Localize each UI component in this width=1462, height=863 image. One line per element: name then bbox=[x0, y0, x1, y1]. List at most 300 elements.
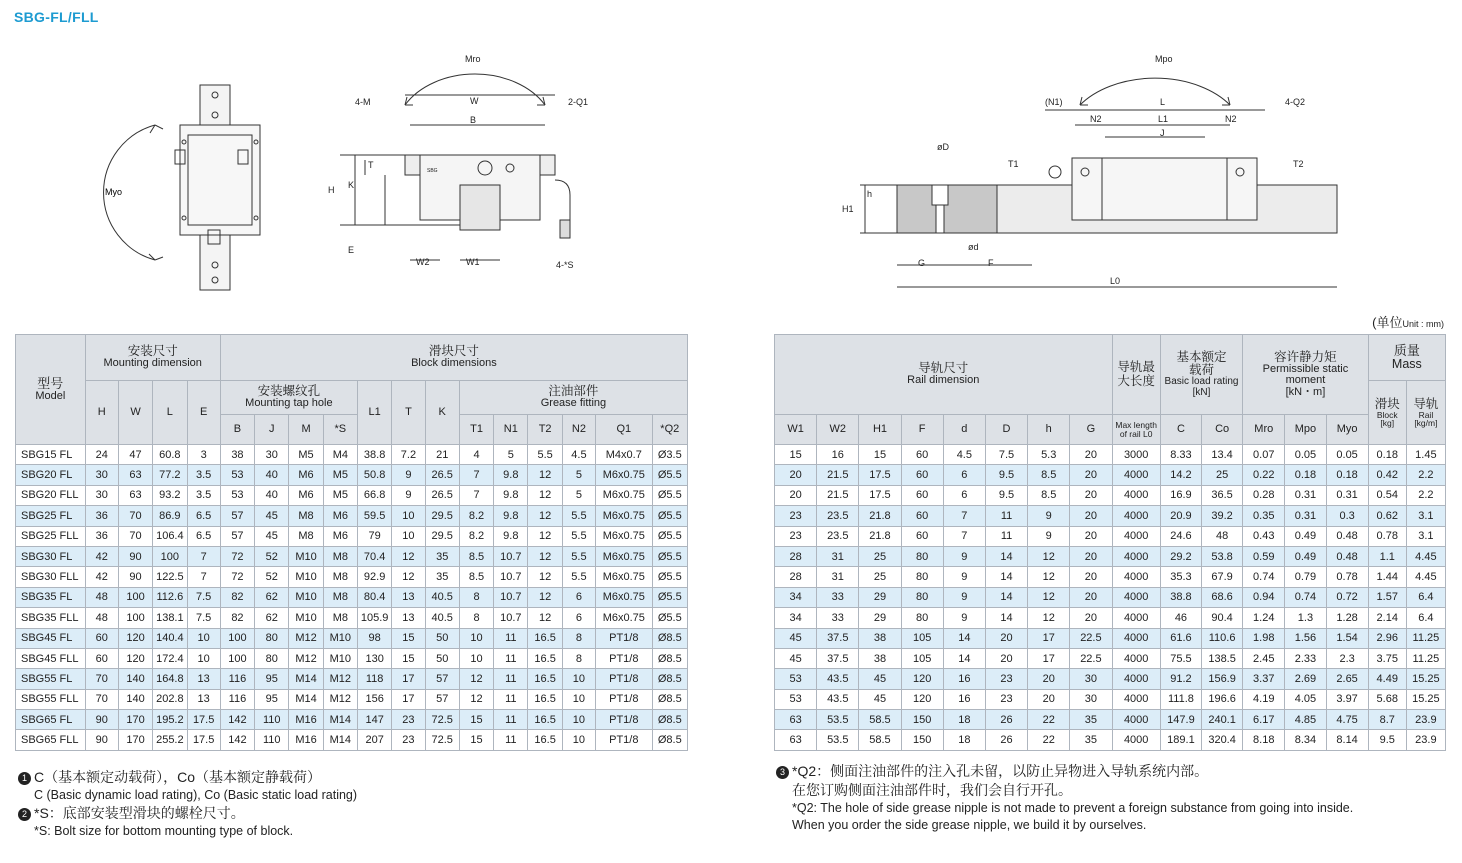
table-cell: 80.4 bbox=[357, 587, 391, 607]
table-cell: 47 bbox=[118, 445, 152, 465]
table-cell: 17.5 bbox=[859, 485, 901, 505]
table-cell: 1.57 bbox=[1368, 587, 1406, 607]
table-cell: 0.78 bbox=[1326, 567, 1368, 587]
table-cell: 9.8 bbox=[494, 506, 528, 526]
table-cell: 9.8 bbox=[494, 465, 528, 485]
table-cell: 15 bbox=[392, 648, 425, 668]
note-3-en: *Q2: The hole of side grease nipple is not made to prevent a foreign substance from going into inside. bbox=[792, 800, 1354, 815]
table-cell: 4000 bbox=[1112, 506, 1160, 526]
table-cell: 53 bbox=[220, 465, 254, 485]
table-cell: 4.45 bbox=[1406, 567, 1445, 587]
table-cell: 15 bbox=[459, 730, 493, 750]
table-cell: 72.5 bbox=[425, 710, 459, 730]
table-cell: 0.79 bbox=[1285, 567, 1326, 587]
table-cell: Ø5.5 bbox=[652, 485, 687, 505]
load-header-en: Basic load rating bbox=[1164, 376, 1239, 388]
table-cell: 15 bbox=[775, 445, 817, 465]
table-cell: 5.68 bbox=[1368, 689, 1406, 709]
table-cell: 2.45 bbox=[1243, 648, 1285, 668]
table-cell: 7 bbox=[459, 485, 493, 505]
table-cell: 37.5 bbox=[817, 648, 859, 668]
col-mro: Mro bbox=[1243, 415, 1285, 445]
maxlen-en-text: Max length of rail L0 bbox=[1115, 419, 1157, 439]
table-cell: 16 bbox=[943, 689, 985, 709]
col-t: T bbox=[392, 381, 425, 445]
table-cell: 91.2 bbox=[1160, 669, 1201, 689]
table-cell: 4000 bbox=[1112, 567, 1160, 587]
table-cell: 1.24 bbox=[1243, 608, 1285, 628]
table-cell: 45 bbox=[775, 628, 817, 648]
table-cell: PT1/8 bbox=[596, 648, 653, 668]
table-cell: 60 bbox=[85, 628, 118, 648]
table-row bbox=[775, 567, 1446, 587]
table-cell: 23 bbox=[985, 689, 1027, 709]
w2-label: W2 bbox=[416, 257, 430, 267]
table-row bbox=[16, 506, 688, 526]
table-cell: 46 bbox=[1160, 608, 1201, 628]
table-cell: 11 bbox=[494, 689, 528, 709]
table-cell: 75.5 bbox=[1160, 648, 1201, 668]
table-cell: 6 bbox=[562, 608, 595, 628]
od-label: øD bbox=[937, 142, 949, 152]
table-cell: 59.5 bbox=[357, 506, 391, 526]
table-cell: 80 bbox=[255, 628, 289, 648]
table-cell: SBG65 FLL bbox=[16, 730, 86, 750]
table-cell: 70 bbox=[85, 669, 118, 689]
load-header-unit: [kN] bbox=[1192, 386, 1211, 398]
table-cell: 35.3 bbox=[1160, 567, 1201, 587]
table-row bbox=[775, 628, 1446, 648]
table-cell: 20 bbox=[1070, 465, 1112, 485]
table-cell: 1.98 bbox=[1243, 628, 1285, 648]
table-cell: 80 bbox=[901, 546, 943, 566]
table-cell: 11 bbox=[494, 710, 528, 730]
table-cell: 9 bbox=[1028, 506, 1070, 526]
mounting-header bbox=[85, 335, 220, 381]
table-cell: 48 bbox=[85, 587, 118, 607]
table-cell: Ø8.5 bbox=[652, 669, 687, 689]
table-cell: 207 bbox=[357, 730, 391, 750]
table-cell: 3 bbox=[187, 445, 220, 465]
table-cell: 10.7 bbox=[494, 587, 528, 607]
table-cell: 106.4 bbox=[153, 526, 187, 546]
table-cell: Ø5.5 bbox=[652, 546, 687, 566]
table-cell: 30 bbox=[255, 445, 289, 465]
table-cell: 0.07 bbox=[1243, 445, 1285, 465]
col-n2: N2 bbox=[562, 415, 595, 445]
table-cell: 14 bbox=[985, 587, 1027, 607]
table-cell: 53 bbox=[220, 485, 254, 505]
table-cell: 1.3 bbox=[1285, 608, 1326, 628]
block-mass-header bbox=[1368, 381, 1406, 445]
table-cell: 8.2 bbox=[459, 526, 493, 546]
table-cell: 0.94 bbox=[1243, 587, 1285, 607]
table-cell: 142 bbox=[220, 710, 254, 730]
table-cell: 12 bbox=[459, 669, 493, 689]
table-cell: 21 bbox=[425, 445, 459, 465]
table-cell: SBG20 FLL bbox=[16, 485, 86, 505]
load-header-cn: 基本额定载荷 bbox=[1176, 349, 1227, 377]
table-cell: 29 bbox=[859, 608, 901, 628]
table-cell: 16.5 bbox=[528, 648, 562, 668]
table-cell: 12 bbox=[528, 506, 562, 526]
table-cell: 45 bbox=[775, 648, 817, 668]
table-cell: 10 bbox=[562, 730, 595, 750]
table-cell: 26 bbox=[985, 730, 1027, 750]
table-cell: 29.2 bbox=[1160, 546, 1201, 566]
table-cell: 2.14 bbox=[1368, 608, 1406, 628]
table-cell: 17.5 bbox=[187, 730, 220, 750]
table-row bbox=[16, 669, 688, 689]
table-cell: 3000 bbox=[1112, 445, 1160, 465]
table-cell: 40.5 bbox=[425, 587, 459, 607]
table-cell: 77.2 bbox=[153, 465, 187, 485]
table-cell: 140.4 bbox=[153, 628, 187, 648]
table-cell: 10.7 bbox=[494, 608, 528, 628]
table-cell: M10 bbox=[289, 567, 323, 587]
table-cell: 170 bbox=[118, 710, 152, 730]
table-cell: 15 bbox=[859, 445, 901, 465]
table-cell: 23 bbox=[392, 710, 425, 730]
table-cell: 43.5 bbox=[817, 689, 859, 709]
table-cell: PT1/8 bbox=[596, 730, 653, 750]
table-cell: 7 bbox=[459, 465, 493, 485]
w1-label: W1 bbox=[466, 257, 480, 267]
col-k: K bbox=[425, 381, 459, 445]
table-cell: 116 bbox=[220, 689, 254, 709]
table-cell: 3.1 bbox=[1406, 526, 1445, 546]
table-cell: 156 bbox=[357, 689, 391, 709]
table-cell: 170 bbox=[118, 730, 152, 750]
table-cell: 1.54 bbox=[1326, 628, 1368, 648]
table-cell: 12 bbox=[528, 526, 562, 546]
table-cell: 82 bbox=[220, 608, 254, 628]
table-cell: 7 bbox=[187, 546, 220, 566]
table-cell: 90.4 bbox=[1202, 608, 1243, 628]
table-cell: Ø8.5 bbox=[652, 689, 687, 709]
table-cell: 11 bbox=[985, 506, 1027, 526]
note-2-cn: *S：底部安装型滑块的螺栓尺寸。 bbox=[34, 804, 245, 821]
col-myo: Myo bbox=[1326, 415, 1368, 445]
table-cell: 8.5 bbox=[459, 546, 493, 566]
table-cell: 140 bbox=[118, 689, 152, 709]
table-cell: SBG30 FL bbox=[16, 546, 86, 566]
table-cell: 13 bbox=[392, 608, 425, 628]
four-q2-label: 4-Q2 bbox=[1285, 97, 1306, 107]
table-cell: 38 bbox=[859, 628, 901, 648]
table-cell: 9 bbox=[392, 465, 425, 485]
table-cell: 5 bbox=[562, 485, 595, 505]
table-cell: 72 bbox=[220, 546, 254, 566]
table-cell: 57 bbox=[220, 526, 254, 546]
table-cell: 11 bbox=[985, 526, 1027, 546]
table-cell: 138.1 bbox=[153, 608, 187, 628]
table-cell: 12 bbox=[528, 587, 562, 607]
table-cell: 110 bbox=[255, 710, 289, 730]
table-cell: 20 bbox=[985, 648, 1027, 668]
table-cell: 16.5 bbox=[528, 730, 562, 750]
table-cell: 2.96 bbox=[1368, 628, 1406, 648]
block-header bbox=[220, 335, 687, 381]
moment-header bbox=[1243, 335, 1369, 415]
table-cell: 34 bbox=[775, 587, 817, 607]
table-cell: 8.33 bbox=[1160, 445, 1201, 465]
table-cell: 63 bbox=[775, 710, 817, 730]
table-cell: 4000 bbox=[1112, 669, 1160, 689]
table-cell: Ø5.5 bbox=[652, 567, 687, 587]
table-cell: 53 bbox=[775, 669, 817, 689]
table-cell: 14 bbox=[985, 546, 1027, 566]
j-label: J bbox=[1160, 128, 1165, 138]
table-cell: 100 bbox=[118, 587, 152, 607]
table-cell: M14 bbox=[289, 669, 323, 689]
b-label: B bbox=[470, 115, 477, 125]
table-cell: 70 bbox=[118, 526, 152, 546]
col-f: F bbox=[901, 415, 943, 445]
rail-mass-unit: [kg/m] bbox=[1414, 418, 1438, 429]
table-cell: 9.8 bbox=[494, 485, 528, 505]
table-cell: 0.31 bbox=[1285, 506, 1326, 526]
table-cell: 130 bbox=[357, 648, 391, 668]
table-cell: 147 bbox=[357, 710, 391, 730]
h-small-label: h bbox=[867, 189, 873, 199]
table-cell: 36.5 bbox=[1202, 485, 1243, 505]
table-cell: 16.5 bbox=[528, 669, 562, 689]
table-cell: 10 bbox=[187, 628, 220, 648]
col-q1: Q1 bbox=[596, 415, 653, 445]
table-cell: 90 bbox=[85, 710, 118, 730]
table-row bbox=[775, 506, 1446, 526]
table-cell: 6.4 bbox=[1406, 608, 1445, 628]
table-cell: 3.1 bbox=[1406, 506, 1445, 526]
table-cell: 53.8 bbox=[1202, 546, 1243, 566]
table-cell: 1.28 bbox=[1326, 608, 1368, 628]
table-cell: 36 bbox=[85, 526, 118, 546]
table-cell: 2.3 bbox=[1326, 648, 1368, 668]
table-cell: 122.5 bbox=[153, 567, 187, 587]
moment-header-unit: [kN・m] bbox=[1285, 385, 1326, 398]
table-cell: 4000 bbox=[1112, 608, 1160, 628]
table-cell: 33 bbox=[817, 587, 859, 607]
table-cell: SBG35 FL bbox=[16, 587, 86, 607]
table-cell: M8 bbox=[323, 608, 357, 628]
table-cell: 100 bbox=[118, 608, 152, 628]
table-cell: 63 bbox=[775, 730, 817, 750]
mro-label: Mro bbox=[465, 54, 481, 64]
table-row bbox=[16, 710, 688, 730]
table-cell: 11 bbox=[494, 669, 528, 689]
col-t2: T2 bbox=[528, 415, 562, 445]
table-cell: 12 bbox=[528, 485, 562, 505]
e-label: E bbox=[348, 245, 355, 255]
table-row bbox=[775, 465, 1446, 485]
model-header-cn: 型号 bbox=[37, 375, 64, 391]
table-cell: 156.9 bbox=[1202, 669, 1243, 689]
table-cell: 12 bbox=[528, 608, 562, 628]
table-cell: 0.74 bbox=[1285, 587, 1326, 607]
table-cell: 112.6 bbox=[153, 587, 187, 607]
note-1-cn: C（基本额定动载荷），Co（基本额定静载荷） bbox=[34, 769, 322, 785]
table-cell: PT1/8 bbox=[596, 710, 653, 730]
table-row bbox=[775, 445, 1446, 465]
l1-label: L1 bbox=[1158, 114, 1169, 124]
table-cell: 100 bbox=[220, 648, 254, 668]
table-cell: 5.5 bbox=[562, 546, 595, 566]
table-cell: 52 bbox=[255, 546, 289, 566]
table-cell: 14 bbox=[985, 608, 1027, 628]
table-cell: 14 bbox=[943, 628, 985, 648]
table-cell: 45 bbox=[255, 506, 289, 526]
table-cell: 105 bbox=[901, 628, 943, 648]
table-cell: 70.4 bbox=[357, 546, 391, 566]
table-cell: 80 bbox=[901, 587, 943, 607]
table-cell: 79 bbox=[357, 526, 391, 546]
table-cell: Ø8.5 bbox=[652, 648, 687, 668]
rail-header bbox=[775, 335, 1113, 415]
table-cell: 16.5 bbox=[528, 628, 562, 648]
table-cell: 2.2 bbox=[1406, 465, 1445, 485]
table-cell: 93.2 bbox=[153, 485, 187, 505]
col-w1: W1 bbox=[775, 415, 817, 445]
table-cell: 68.6 bbox=[1202, 587, 1243, 607]
table-cell: 22.5 bbox=[1070, 648, 1112, 668]
table-cell: 4.85 bbox=[1285, 710, 1326, 730]
table-cell: 0.49 bbox=[1285, 546, 1326, 566]
table-cell: 4000 bbox=[1112, 689, 1160, 709]
table-cell: 50 bbox=[425, 648, 459, 668]
col-s: *S bbox=[323, 415, 357, 445]
table-cell: 29.5 bbox=[425, 526, 459, 546]
table-cell: 43.5 bbox=[817, 669, 859, 689]
col-h: H bbox=[85, 381, 118, 445]
table-cell: 5.5 bbox=[528, 445, 562, 465]
table-cell: 14.2 bbox=[1160, 465, 1201, 485]
table-cell: M6 bbox=[323, 506, 357, 526]
table-cell: 4.75 bbox=[1326, 710, 1368, 730]
table-cell: 17.5 bbox=[859, 465, 901, 485]
table-cell: 7 bbox=[187, 567, 220, 587]
table-cell: M6x0.75 bbox=[596, 506, 653, 526]
table-cell: M6x0.75 bbox=[596, 485, 653, 505]
table-cell: M16 bbox=[289, 710, 323, 730]
table-cell: 9 bbox=[943, 546, 985, 566]
table-cell: 42 bbox=[85, 546, 118, 566]
table-cell: 4.5 bbox=[943, 445, 985, 465]
table-cell: 6.4 bbox=[1406, 587, 1445, 607]
table-cell: 37.5 bbox=[817, 628, 859, 648]
table-cell: M14 bbox=[323, 730, 357, 750]
table-cell: 12 bbox=[1028, 546, 1070, 566]
table-cell: 21.5 bbox=[817, 485, 859, 505]
col-n1: N1 bbox=[494, 415, 528, 445]
table-cell: 3.37 bbox=[1243, 669, 1285, 689]
table-cell: 26.5 bbox=[425, 485, 459, 505]
table-cell: 70 bbox=[85, 689, 118, 709]
table-row bbox=[16, 608, 688, 628]
table-cell: SBG45 FL bbox=[16, 628, 86, 648]
table-cell: 0.18 bbox=[1368, 445, 1406, 465]
table-cell: 33 bbox=[817, 608, 859, 628]
table-cell: 45 bbox=[255, 526, 289, 546]
moment-header-cn: 容许静力矩 bbox=[1274, 349, 1337, 364]
table-cell: Ø5.5 bbox=[652, 465, 687, 485]
table-cell: 8.18 bbox=[1243, 730, 1285, 750]
table-cell: 164.8 bbox=[153, 669, 187, 689]
mass-header-cn: 质量 bbox=[1393, 343, 1420, 359]
t2-label: T2 bbox=[1293, 159, 1304, 169]
table-row bbox=[775, 608, 1446, 628]
table-row bbox=[775, 526, 1446, 546]
table-cell: 34 bbox=[775, 608, 817, 628]
four-s-label: 4-*S bbox=[556, 260, 574, 270]
col-w2: W2 bbox=[817, 415, 859, 445]
table-cell: 12 bbox=[1028, 608, 1070, 628]
side-view-drawing bbox=[840, 50, 1360, 295]
table-cell: M6x0.75 bbox=[596, 608, 653, 628]
table-cell: 11.25 bbox=[1406, 628, 1445, 648]
unit-en: Unit : mm) bbox=[1402, 319, 1444, 329]
mass-header bbox=[1368, 335, 1445, 381]
table-cell: 18 bbox=[943, 730, 985, 750]
table-cell: 100 bbox=[220, 628, 254, 648]
table-cell: PT1/8 bbox=[596, 689, 653, 709]
table-cell: 5.3 bbox=[1028, 445, 1070, 465]
table-cell: 12 bbox=[459, 689, 493, 709]
table-cell: 4.05 bbox=[1285, 689, 1326, 709]
table-cell: 16.5 bbox=[528, 689, 562, 709]
block-header-cn: 滑块尺寸 bbox=[428, 344, 479, 359]
table-cell: 15.25 bbox=[1406, 669, 1445, 689]
table-cell: 20 bbox=[985, 628, 1027, 648]
table-cell: 26.5 bbox=[425, 465, 459, 485]
col-m: M bbox=[289, 415, 323, 445]
col-q2: *Q2 bbox=[652, 415, 687, 445]
rail-spec-table bbox=[774, 334, 1446, 751]
table-cell: 0.43 bbox=[1243, 526, 1285, 546]
table-cell: 8.5 bbox=[459, 567, 493, 587]
table-cell: M14 bbox=[323, 710, 357, 730]
t1-label: T1 bbox=[1008, 159, 1019, 169]
table-cell: 150 bbox=[901, 730, 943, 750]
table-cell: 3.5 bbox=[187, 465, 220, 485]
table-cell: 22 bbox=[1028, 710, 1070, 730]
table-cell: M6 bbox=[323, 526, 357, 546]
table-cell: M10 bbox=[323, 648, 357, 668]
model-header-en: Model bbox=[35, 389, 66, 402]
table-cell: 8 bbox=[459, 608, 493, 628]
table-cell: 17 bbox=[1028, 648, 1070, 668]
note-3-en2: When you order the side grease nipple, we build it by ourselves. bbox=[792, 817, 1147, 832]
table-cell: M10 bbox=[289, 587, 323, 607]
table-cell: 0.42 bbox=[1368, 465, 1406, 485]
table-cell: 195.2 bbox=[153, 710, 187, 730]
note-1-en: C (Basic dynamic load rating), Co (Basic static load rating) bbox=[34, 787, 358, 802]
table-cell: SBG55 FLL bbox=[16, 689, 86, 709]
table-cell: 35 bbox=[425, 567, 459, 587]
rail-spec-body bbox=[775, 445, 1446, 751]
rail-header-en: Rail dimension bbox=[907, 374, 980, 387]
table-cell: 95 bbox=[255, 669, 289, 689]
table-cell: Ø8.5 bbox=[652, 628, 687, 648]
table-cell: 4.19 bbox=[1243, 689, 1285, 709]
table-cell: M5 bbox=[323, 485, 357, 505]
table-cell: 120 bbox=[118, 628, 152, 648]
table-cell: 60 bbox=[901, 506, 943, 526]
table-cell: 35 bbox=[1070, 710, 1112, 730]
table-cell: 6.17 bbox=[1243, 710, 1285, 730]
moment-header-en: Permissible static moment bbox=[1262, 362, 1349, 387]
table-cell: 80 bbox=[901, 567, 943, 587]
